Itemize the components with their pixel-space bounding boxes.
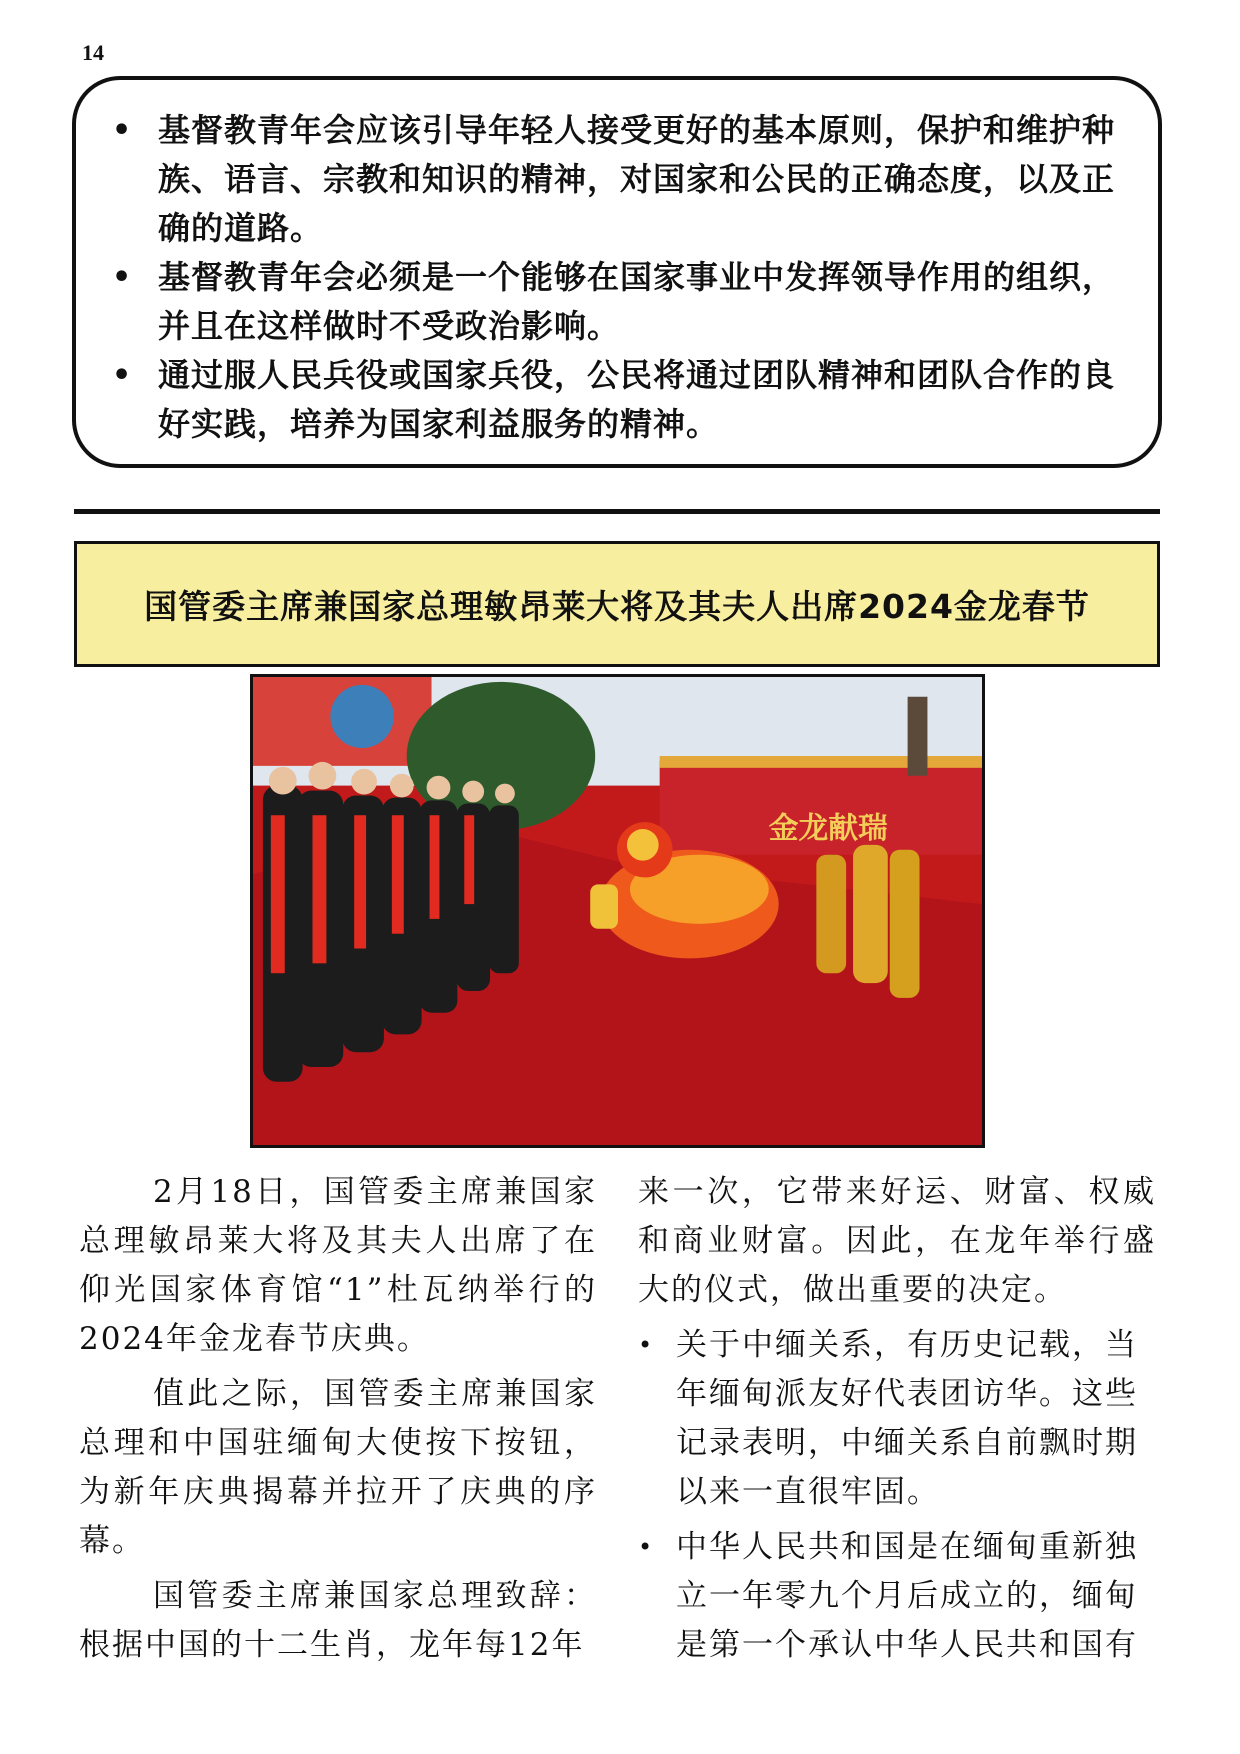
bullet-dot-icon: •	[638, 1533, 655, 1561]
paragraph: 2月18日，国管委主席兼国家总理敏昂莱大将及其夫人出席了在仰光国家体育馆“1”杜瓦纳举行的2024年金龙春节庆典。	[79, 1174, 597, 1357]
bullet-dot-icon: •	[112, 113, 133, 148]
box-bullet-text: 基督教青年会必须是一个能够在国家事业中发挥领导作用的组织，并且在这样做时不受政治影响。	[158, 258, 1116, 345]
article-headline: 国管委主席兼国家总理敏昂莱大将及其夫人出席2024金龙春节	[144, 586, 1090, 626]
bullet-dot-icon: •	[638, 1331, 655, 1359]
paragraph: 值此之际，国管委主席兼国家总理和中国驻缅甸大使按下按钮，为新年庆典揭幕并拉开了庆典的序幕。	[79, 1376, 597, 1559]
list-item-text: 关于中缅关系，有历史记载，当年缅甸派友好代表团访华。这些记录表明，中缅关系自前飘时期以来一直很牢固。	[676, 1327, 1138, 1510]
photo-banner-text: 金龙献瑞	[768, 810, 888, 845]
paragraph: 来一次，它带来好运、财富、权威和商业财富。因此，在龙年举行盛大的仪式，做出重要的决定。	[638, 1174, 1156, 1308]
list-item	[638, 1321, 1156, 1517]
box-bullet-text: 基督教青年会应该引导年轻人接受更好的基本原则，保护和维护种族、语言、宗教和知识的精神，对国家和公民的正确态度，以及正确的道路。	[158, 111, 1116, 247]
box-bullet-3	[98, 351, 1130, 449]
list-item-text: 中华人民共和国是在缅甸重新独立一年零九个月后成立的，缅甸是第一个承认中华人民共和国有	[676, 1529, 1138, 1663]
box-bullet-1	[98, 106, 1130, 253]
lion-dance-photo-illustration	[253, 677, 982, 1145]
principles-box	[72, 76, 1162, 468]
event-photo	[250, 674, 985, 1148]
paragraph: 国管委主席兼国家总理致辞：根据中国的十二生肖，龙年每12年	[79, 1578, 597, 1663]
bullet-dot-icon: •	[112, 260, 133, 295]
section-divider	[74, 509, 1160, 514]
headline-box	[74, 541, 1160, 667]
bullet-dot-icon: •	[112, 358, 133, 393]
box-bullet-text: 通过服人民兵役或国家兵役，公民将通过团队精神和团队合作的良好实践，培养为国家利益服务的精神。	[158, 356, 1116, 443]
left-text-column	[79, 1168, 597, 1676]
right-text-column	[638, 1168, 1156, 1676]
page-number: 14	[82, 40, 104, 65]
box-bullet-2	[98, 253, 1130, 351]
list-item	[638, 1523, 1156, 1670]
